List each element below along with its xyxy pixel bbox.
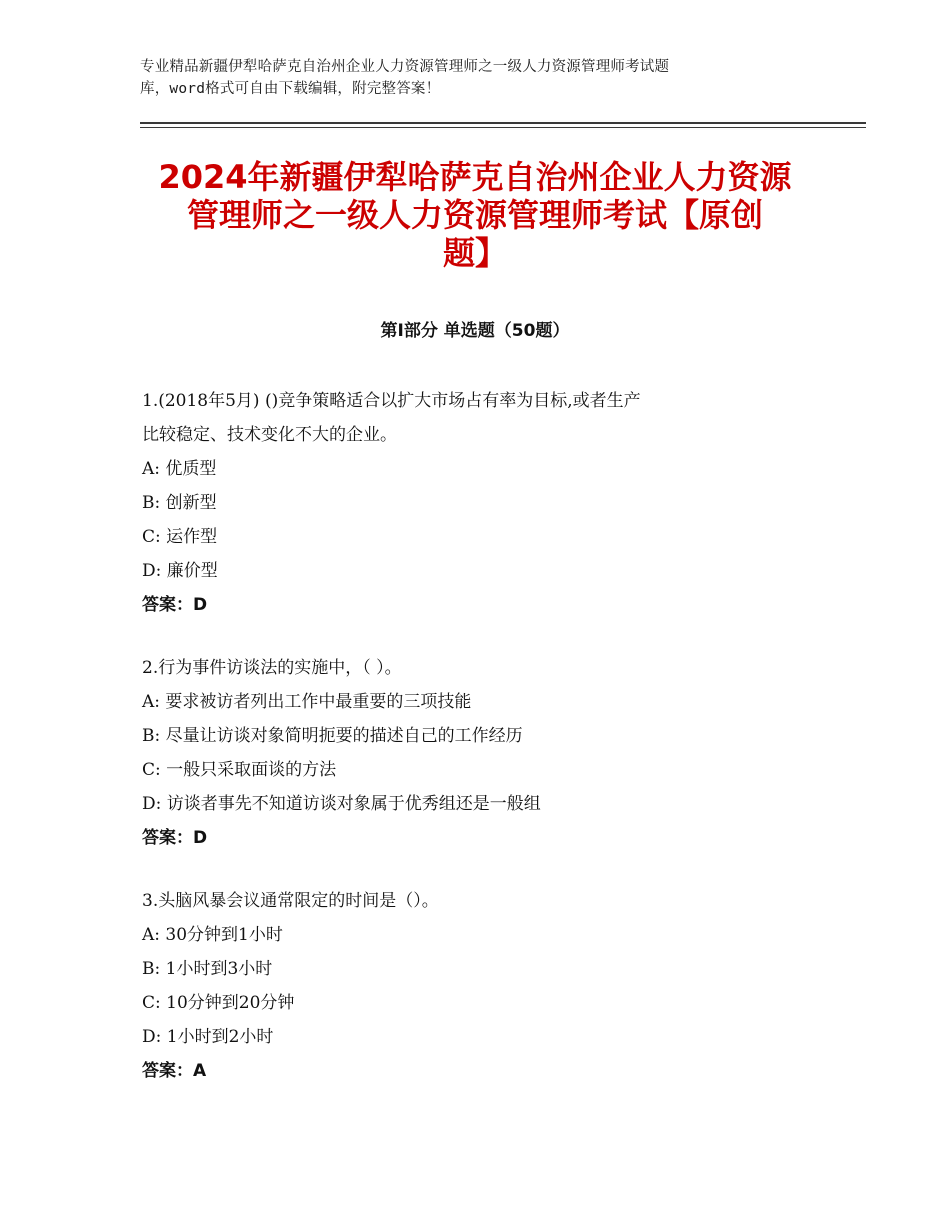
option-b: B: 1小时到3小时 [142,959,273,979]
option-b: B: 尽量让访谈对象简明扼要的描述自己的工作经历 [142,726,523,746]
answer: 答案：A [142,1061,207,1081]
option-d: D: 廉价型 [142,561,218,581]
option-a: A: 30分钟到1小时 [142,925,283,945]
section-heading: 第Ⅰ部分 单选题（50题） [380,321,570,341]
question-stem: 3.头脑风暴会议通常限定的时间是（）。 [142,891,439,911]
question-2 [142,651,822,855]
header-divider-thick [140,122,866,124]
option-c: C: 运作型 [142,527,218,547]
option-a: A: 优质型 [142,459,217,479]
document-title-line-2: 管理师之一级人力资源管理师考试【原创 [186,196,763,234]
question-1 [142,384,822,622]
question-stem-continued: 比较稳定、技术变化不大的企业。 [142,425,397,445]
option-a: A: 要求被访者列出工作中最重要的三项技能 [142,692,472,712]
option-b: B: 创新型 [142,493,217,513]
header-note-line-2: 库，word格式可自由下载编辑，附完整答案！ [140,81,441,97]
document-title-line-1: 2024年新疆伊犁哈萨克自治州企业人力资源 [158,158,792,196]
answer: 答案：D [142,595,208,615]
header-divider-thin [140,127,866,128]
document-title [130,158,820,272]
header-note [140,56,820,100]
option-d: D: 1小时到2小时 [142,1027,274,1047]
option-c: C: 10分钟到20分钟 [142,993,295,1013]
question-stem: 2.行为事件访谈法的实施中，（ ）。 [142,658,402,678]
document-title-line-3: 题】 [442,234,507,272]
answer: 答案：D [142,828,208,848]
option-c: C: 一般只采取面谈的方法 [142,760,337,780]
question-list [142,384,822,1117]
question-stem: 1.(2018年5月) ()竞争策略适合以扩大市场占有率为目标,或者生产 [142,391,641,411]
header-note-line-1: 专业精品新疆伊犁哈萨克自治州企业人力资源管理师之一级人力资源管理师考试题 [140,59,670,75]
option-d: D: 访谈者事先不知道访谈对象属于优秀组还是一般组 [142,794,541,814]
question-3 [142,884,822,1088]
